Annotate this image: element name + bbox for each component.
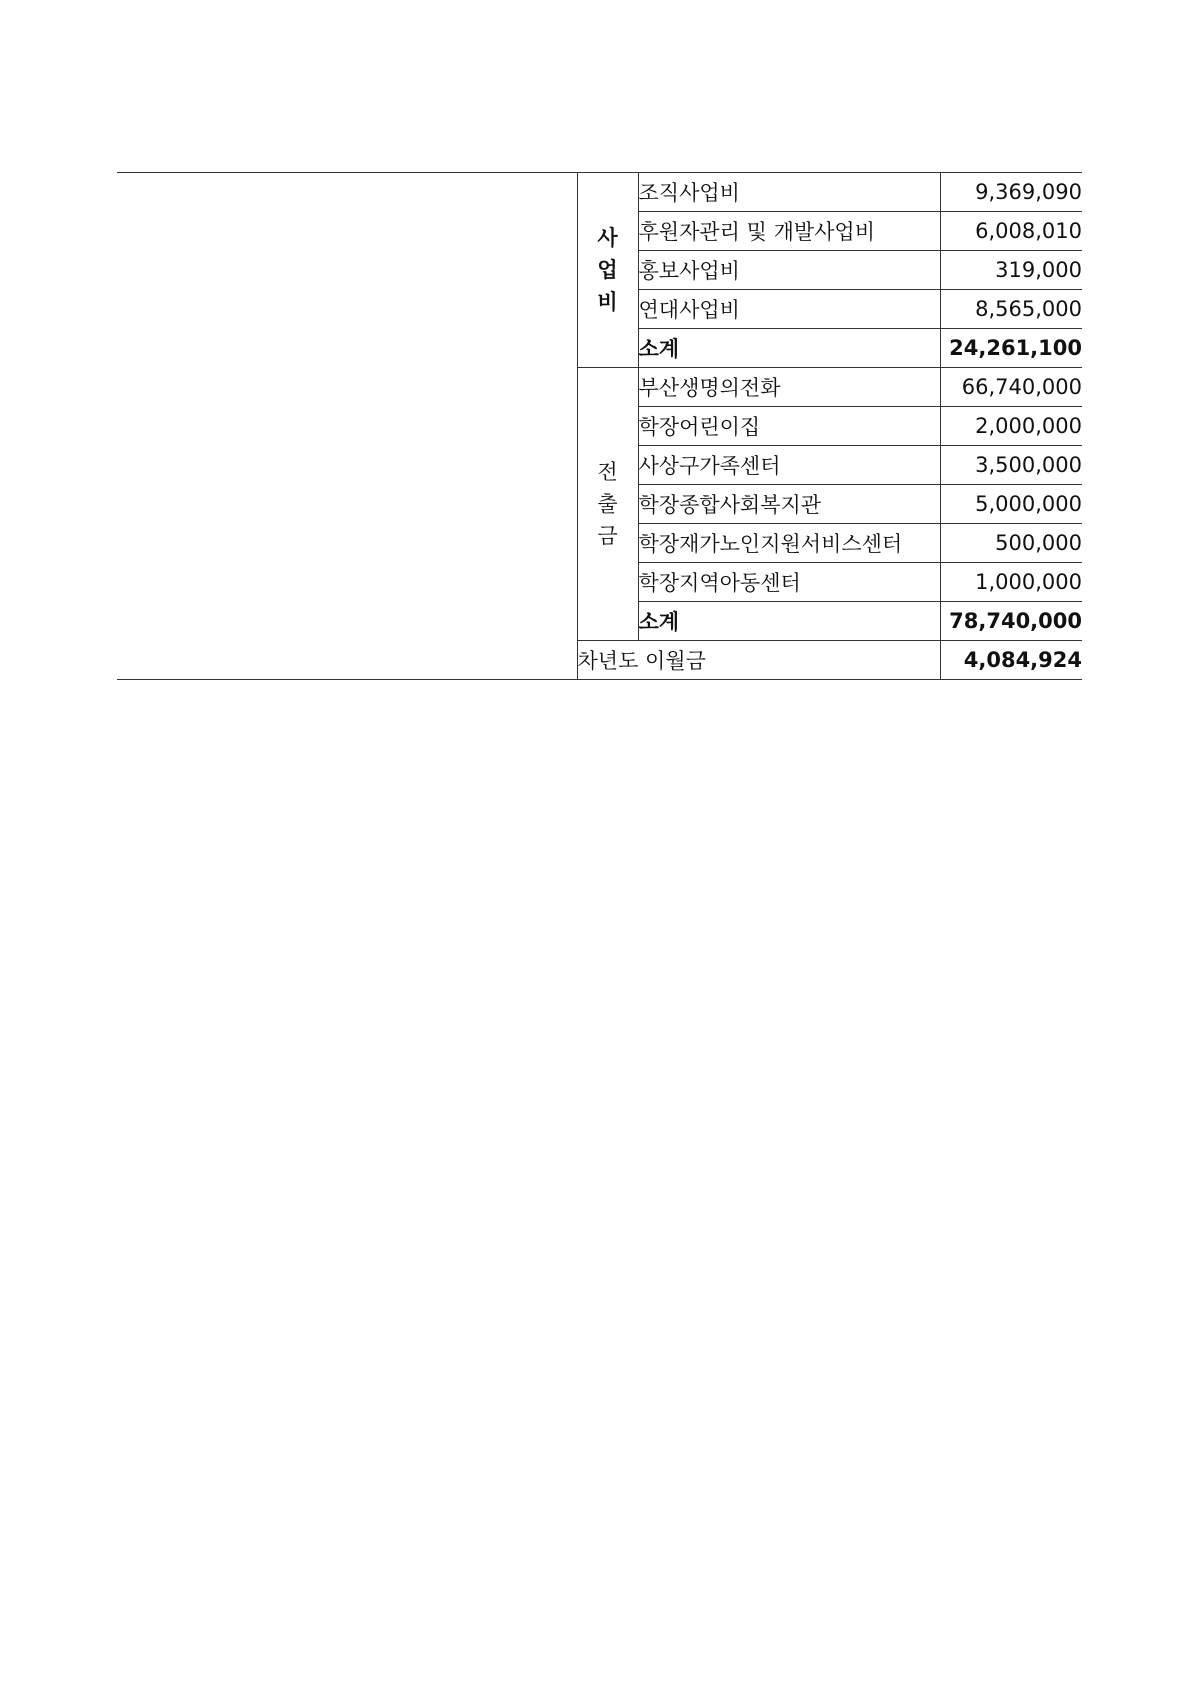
item-name: 부산생명의전화 [638,368,940,407]
group-label-business: 사 업 비 [577,173,638,368]
item-name: 학장재가노인지원서비스센터 [638,524,940,563]
item-amount: 66,740,000 [940,368,1082,407]
item-amount: 2,000,000 [940,407,1082,446]
item-amount: 3,500,000 [940,446,1082,485]
item-amount: 8,565,000 [940,290,1082,329]
item-amount: 500,000 [940,524,1082,563]
budget-table [117,172,1082,680]
item-name: 사상구가족센터 [638,446,940,485]
group-label-transfer: 전 출 금 [577,368,638,641]
subtotal-label: 소계 [638,602,940,641]
item-name: 후원자관리 및 개발사업비 [638,212,940,251]
subtotal-amount: 78,740,000 [940,602,1082,641]
subtotal-label: 소계 [638,329,940,368]
item-name: 학장지역아동센터 [638,563,940,602]
item-name: 홍보사업비 [638,251,940,290]
item-amount: 9,369,090 [940,173,1082,212]
item-name: 학장어린이집 [638,407,940,446]
item-amount: 5,000,000 [940,485,1082,524]
item-amount: 1,000,000 [940,563,1082,602]
subtotal-amount: 24,261,100 [940,329,1082,368]
blank-column [117,173,577,680]
carryover-amount: 4,084,924 [940,641,1082,680]
item-name: 조직사업비 [638,173,940,212]
item-amount: 6,008,010 [940,212,1082,251]
item-name: 학장종합사회복지관 [638,485,940,524]
item-amount: 319,000 [940,251,1082,290]
table-row [117,173,1082,212]
carryover-label: 차년도 이월금 [577,641,940,680]
item-name: 연대사업비 [638,290,940,329]
